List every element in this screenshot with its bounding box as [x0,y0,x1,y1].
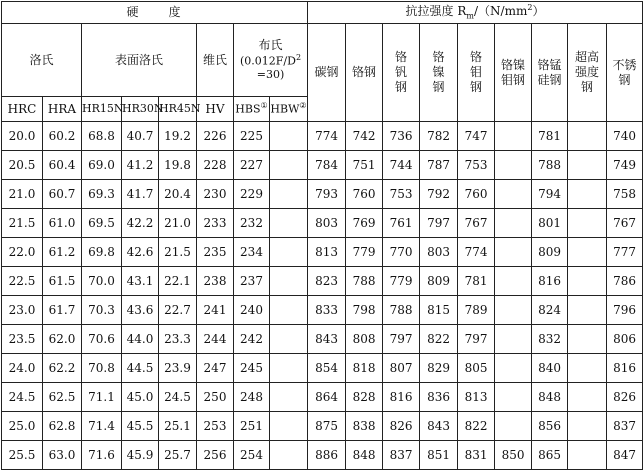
table-cell: 234 [234,238,270,267]
table-cell: 822 [458,412,495,441]
table-cell: 228 [197,151,234,180]
table-cell: 45.5 [122,412,159,441]
table-cell: 847 [607,441,643,470]
table-cell: 24.0 [2,354,43,383]
table-cell: 23.0 [2,296,43,325]
surface-rockwell-header: 表面洛氏 [82,24,197,97]
hardness-header: 硬 度 [2,2,308,24]
table-cell: 789 [458,296,495,325]
table-cell: 23.5 [2,325,43,354]
table-cell: 25.5 [2,441,43,470]
table-cell: 850 [495,441,532,470]
table-cell: 63.0 [43,441,82,470]
table-row [2,122,643,151]
table-cell: 779 [383,267,420,296]
table-cell [270,325,308,354]
table-cell: 865 [532,441,568,470]
table-cell: 864 [308,383,346,412]
table-cell [568,122,607,151]
table-cell: 21.5 [159,238,197,267]
table-cell: 60.4 [43,151,82,180]
table-cell: 225 [234,122,270,151]
table-row [2,151,643,180]
table-cell: 42.6 [122,238,159,267]
table-cell [270,296,308,325]
table-cell: 826 [383,412,420,441]
table-cell: 854 [308,354,346,383]
vickers-header: 维氏 [197,24,234,97]
table-cell: 833 [308,296,346,325]
table-cell: 837 [607,412,643,441]
table-cell [270,238,308,267]
table-cell: 69.0 [82,151,122,180]
table-cell: 24.5 [2,383,43,412]
table-cell: 777 [607,238,643,267]
table-cell [270,267,308,296]
table-cell: 44.5 [122,354,159,383]
table-cell [495,412,532,441]
table-cell: 809 [532,238,568,267]
table-cell: 22.0 [2,238,43,267]
table-cell [568,296,607,325]
table-row [2,296,643,325]
table-cell [270,383,308,412]
table-cell: 61.0 [43,209,82,238]
table-cell: 238 [197,267,234,296]
table-cell: 41.7 [122,180,159,209]
table-cell: 886 [308,441,346,470]
table-cell: 781 [458,267,495,296]
hr30n-header: HR30N [122,97,159,122]
table-cell: 774 [458,238,495,267]
table-cell: 836 [420,383,458,412]
table-cell: 22.5 [2,267,43,296]
table-cell: 813 [458,383,495,412]
table-cell: 801 [532,209,568,238]
table-cell: 813 [308,238,346,267]
table-cell: 742 [346,122,383,151]
table-cell: 232 [234,209,270,238]
table-cell: 22.7 [159,296,197,325]
table-cell: 784 [308,151,346,180]
table-cell: 843 [420,412,458,441]
table-cell [568,238,607,267]
table-cell: 818 [346,354,383,383]
table-cell: 788 [346,267,383,296]
steel-header-stainless: 不锈钢 [607,24,643,122]
table-cell [270,209,308,238]
table-cell: 62.0 [43,325,82,354]
table-cell: 21.0 [159,209,197,238]
table-cell: 736 [383,122,420,151]
table-cell: 788 [383,296,420,325]
table-cell: 20.4 [159,180,197,209]
steel-header-ultra-high: 超高强度钢 [568,24,607,122]
table-cell: 798 [346,296,383,325]
table-cell: 69.3 [82,180,122,209]
table-cell: 61.7 [43,296,82,325]
table-cell: 826 [607,383,643,412]
table-cell: 843 [308,325,346,354]
table-cell: 254 [234,441,270,470]
table-cell: 60.2 [43,122,82,151]
table-cell: 803 [308,209,346,238]
tensile-strength-header: 抗拉强度 $R_m/(N/mm^2)$ [308,2,643,24]
table-cell [568,383,607,412]
table-cell: 44.0 [122,325,159,354]
steel-header-carbon: 碳钢 [308,24,346,122]
table-cell: 823 [308,267,346,296]
table-cell: 43.6 [122,296,159,325]
table-cell: 62.5 [43,383,82,412]
table-cell [568,267,607,296]
table-cell: 230 [197,180,234,209]
table-cell: 21.0 [2,180,43,209]
steel-header-cr-ni: 铬镍钢 [420,24,458,122]
table-cell: 744 [383,151,420,180]
table-cell: 761 [383,209,420,238]
table-cell: 42.2 [122,209,159,238]
table-cell: 70.3 [82,296,122,325]
table-cell: 829 [420,354,458,383]
steel-header-cr-ni-mo: 铬镍钼钢 [495,24,532,122]
table-cell: 824 [532,296,568,325]
hra-header: HRA [43,97,82,122]
table-cell: 20.5 [2,151,43,180]
table-cell: 25.1 [159,412,197,441]
table-cell [568,441,607,470]
table-cell [495,267,532,296]
table-cell: 769 [346,209,383,238]
table-cell: 788 [532,151,568,180]
table-cell: 22.1 [159,267,197,296]
table-cell: 25.0 [2,412,43,441]
table-cell: 61.5 [43,267,82,296]
table-cell: 760 [346,180,383,209]
table-cell [568,325,607,354]
table-cell: 747 [458,122,495,151]
table-cell: 803 [420,238,458,267]
table-cell: 781 [532,122,568,151]
table-row [2,383,643,412]
table-cell: 797 [420,209,458,238]
table-row [2,412,643,441]
table-cell: 816 [383,383,420,412]
table-cell: 875 [308,412,346,441]
table-cell: 62.8 [43,412,82,441]
table-row [2,325,643,354]
table-cell: 41.2 [122,151,159,180]
table-cell [495,151,532,180]
table-cell: 229 [234,180,270,209]
table-cell: 751 [346,151,383,180]
table-cell: 851 [420,441,458,470]
table-body [2,122,643,470]
table-cell: 235 [197,238,234,267]
table-cell [568,180,607,209]
table-cell [495,325,532,354]
table-cell: 837 [383,441,420,470]
table-cell: 248 [234,383,270,412]
table-cell: 21.5 [2,209,43,238]
table-row [2,354,643,383]
table-cell: 806 [607,325,643,354]
hbs-header: HBS① [234,97,270,122]
table-cell [568,412,607,441]
table-row [2,267,643,296]
hbw-header: HBW② [270,97,308,122]
table-cell: 786 [607,267,643,296]
table-cell [495,296,532,325]
table-cell: 787 [420,151,458,180]
table-cell [270,441,308,470]
table-cell: 805 [458,354,495,383]
table-cell: 40.7 [122,122,159,151]
table-cell [270,354,308,383]
table-cell: 71.1 [82,383,122,412]
table-cell: 69.8 [82,238,122,267]
table-cell: 796 [607,296,643,325]
table-cell: 237 [234,267,270,296]
steel-header-cr-mo: 铬钼钢 [458,24,495,122]
table-cell [568,354,607,383]
table-cell: 809 [420,267,458,296]
hv-header: HV [197,97,234,122]
table-row [2,441,643,470]
table-cell: 45.0 [122,383,159,412]
table-cell [270,180,308,209]
table-cell: 251 [234,412,270,441]
table-cell: 758 [607,180,643,209]
table-cell: 782 [420,122,458,151]
table-cell: 794 [532,180,568,209]
table-cell: 815 [420,296,458,325]
hrc-header: HRC [2,97,43,122]
rockwell-header: 洛氏 [2,24,82,97]
table-cell: 23.3 [159,325,197,354]
table-cell: 767 [458,209,495,238]
table-cell: 760 [458,180,495,209]
table-cell: 749 [607,151,643,180]
table-cell [495,354,532,383]
table-cell [495,383,532,412]
table-cell [568,209,607,238]
table-cell: 247 [197,354,234,383]
table-cell [495,238,532,267]
table-cell: 816 [532,267,568,296]
table-cell: 226 [197,122,234,151]
table-cell: 779 [346,238,383,267]
table-cell: 792 [420,180,458,209]
table-cell: 753 [383,180,420,209]
table-cell: 70.6 [82,325,122,354]
table-row [2,180,643,209]
table-cell [270,151,308,180]
table-cell: 23.9 [159,354,197,383]
table-cell: 71.4 [82,412,122,441]
table-cell: 20.0 [2,122,43,151]
table-cell [495,209,532,238]
table-cell [270,122,308,151]
table-cell: 822 [420,325,458,354]
table-cell: 240 [234,296,270,325]
table-cell: 71.6 [82,441,122,470]
table-cell: 831 [458,441,495,470]
table-cell: 816 [607,354,643,383]
table-cell: 740 [607,122,643,151]
table-cell: 233 [197,209,234,238]
table-cell: 60.7 [43,180,82,209]
table-cell: 838 [346,412,383,441]
table-cell: 19.8 [159,151,197,180]
table-cell: 25.7 [159,441,197,470]
table-cell: 227 [234,151,270,180]
table-cell: 848 [346,441,383,470]
table-cell: 767 [607,209,643,238]
table-cell: 19.2 [159,122,197,151]
table-cell: 24.5 [159,383,197,412]
table-row [2,238,643,267]
table-cell: 256 [197,441,234,470]
table-cell: 840 [532,354,568,383]
table-cell: 250 [197,383,234,412]
table-cell: 770 [383,238,420,267]
table-cell: 62.2 [43,354,82,383]
table-cell: 241 [197,296,234,325]
table-cell: 253 [197,412,234,441]
table-row [2,209,643,238]
table-cell: 69.5 [82,209,122,238]
table-cell: 828 [346,383,383,412]
brinell-header: 布氏 ($0.012F/D^2$ =30) [234,24,308,97]
table-cell: 797 [458,325,495,354]
table-cell: 70.0 [82,267,122,296]
table-cell [270,412,308,441]
table-cell: 45.9 [122,441,159,470]
table-cell: 793 [308,180,346,209]
table-cell: 753 [458,151,495,180]
table-cell: 832 [532,325,568,354]
table-cell: 242 [234,325,270,354]
table-cell: 774 [308,122,346,151]
table-cell [495,122,532,151]
table-cell: 244 [197,325,234,354]
table-cell: 856 [532,412,568,441]
table-cell: 245 [234,354,270,383]
steel-header-cr-v: 铬钒钢 [383,24,420,122]
table-cell: 807 [383,354,420,383]
table-cell: 43.1 [122,267,159,296]
table-cell: 70.8 [82,354,122,383]
steel-header-cr-mn-si: 铬锰硅钢 [532,24,568,122]
hardness-conversion-table [1,1,643,470]
hr15n-header: HR15N [82,97,122,122]
hr45n-header: HR45N [159,97,197,122]
table-cell: 848 [532,383,568,412]
table-cell: 61.2 [43,238,82,267]
table-cell: 68.8 [82,122,122,151]
table-cell [568,151,607,180]
table-cell: 797 [383,325,420,354]
steel-header-chromium: 铬钢 [346,24,383,122]
table-cell [495,180,532,209]
table-cell: 808 [346,325,383,354]
